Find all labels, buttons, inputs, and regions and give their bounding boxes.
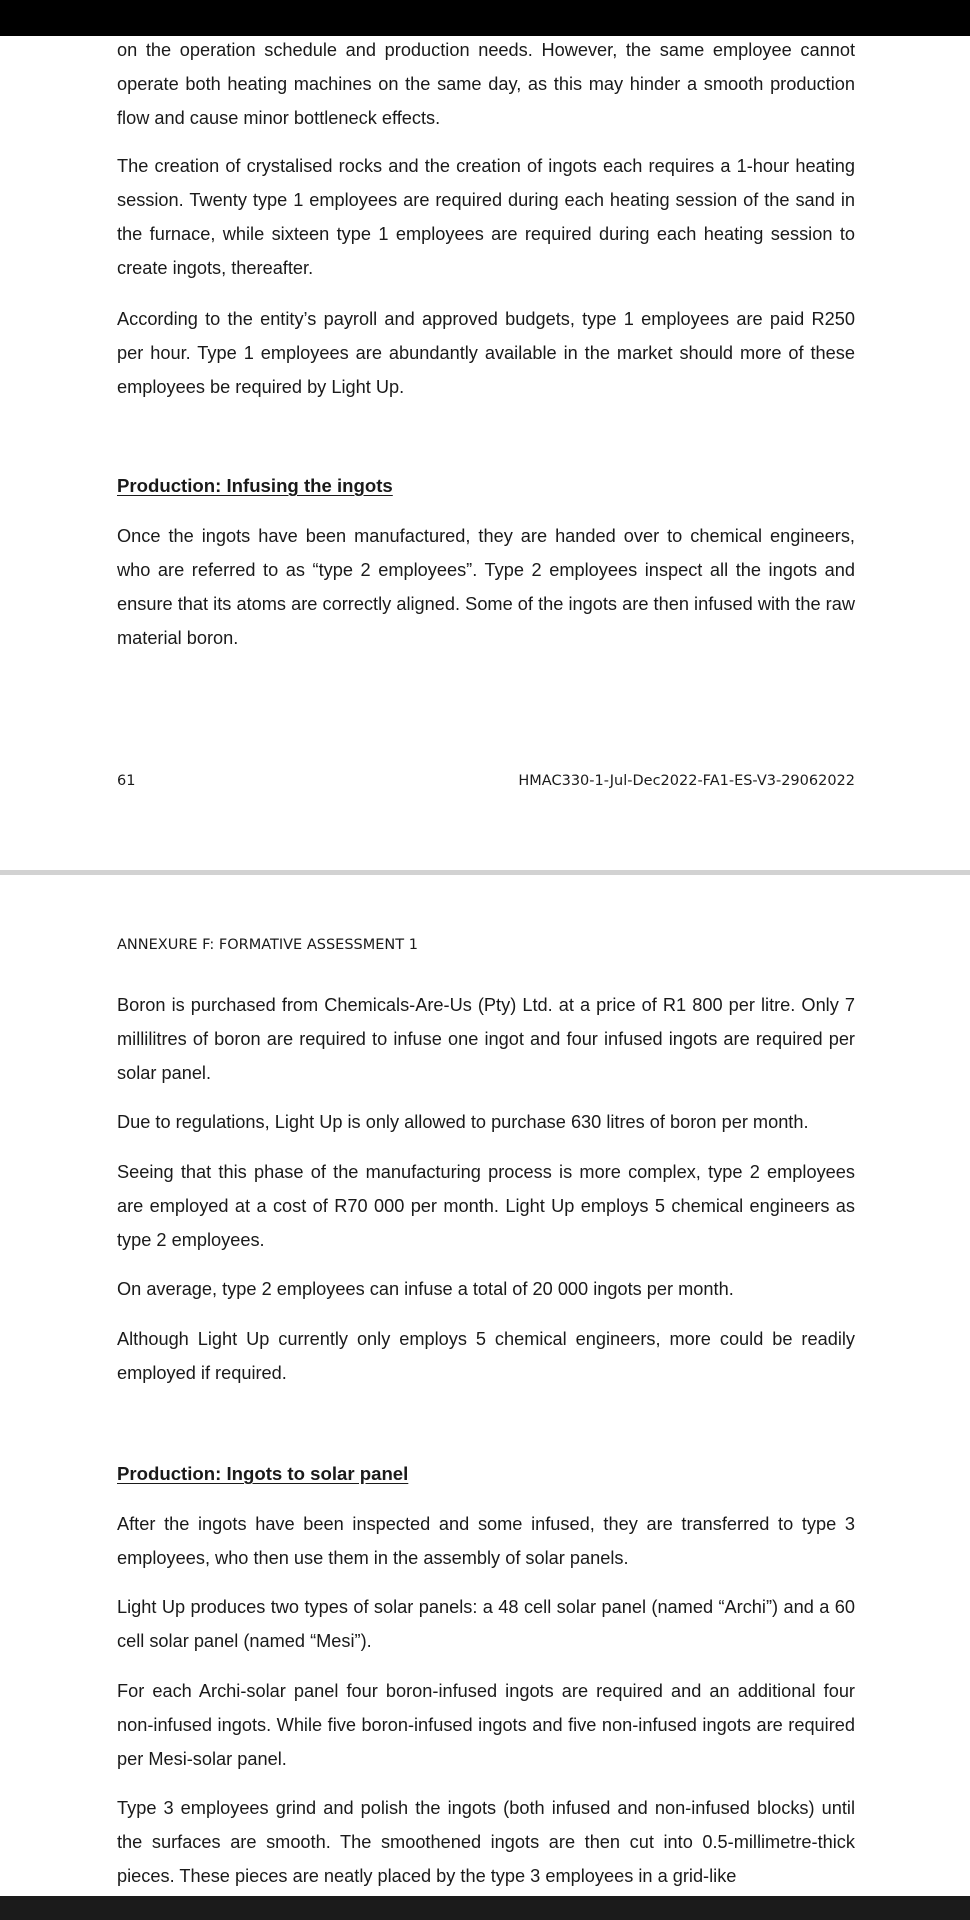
page-divider — [0, 870, 970, 875]
paragraph-grind-polish: Type 3 employees grind and polish the ingots (both infused and non-infused blocks) until the surfaces are smooth. The smoothened ingots are then cut into 0.5-millimetre-thick pieces. These pieces are neatly placed by the type 3 employees in a grid-like — [117, 1798, 855, 1886]
paragraph-boron-price: Boron is purchased from Chemicals-Are-Us (Pty) Ltd. at a price of R1 800 per litre. Only 7 millilitres of boron are required to infuse one ingot and four infused ingots are required per solar panel. — [117, 995, 855, 1083]
heading-infusing-ingots: Production: Infusing the ingots — [117, 475, 393, 496]
top-status-bar — [0, 0, 970, 36]
bottom-navigation-bar — [0, 1896, 970, 1920]
paragraph-operation-schedule: on the operation schedule and production needs. However, the same employee cannot operate both heating machines on the same day, as this may hinder a smooth production flow and cause minor bottleneck effects. — [117, 40, 855, 128]
paragraph-payroll: According to the entity’s payroll and approved budgets, type 1 employees are paid R250 per hour. Type 1 employees are abundantly available in the market should more of these employees be required by Light Up. — [117, 309, 855, 397]
page-number: 61 — [117, 773, 136, 789]
paragraph-panel-types: Light Up produces two types of solar panels: a 48 cell solar panel (named “Archi”) and a 60 cell solar panel (named “Mesi”). — [117, 1597, 855, 1651]
paragraph-infusing-ingots: Once the ingots have been manufactured, they are handed over to chemical engineers, who are referred to as “type 2 employees”. Type 2 employees inspect all the ingots and ensure that its atoms are correctly aligned. Some of the ingots are then infused with the raw material boron. — [117, 526, 855, 648]
heading-ingots-to-solar-panel: Production: Ingots to solar panel — [117, 1463, 409, 1484]
document-code: HMAC330-1-Jul-Dec2022-FA1-ES-V3-29062022 — [518, 773, 855, 789]
paragraph-ingots-per-panel: For each Archi-solar panel four boron-infused ingots are required and an additional four non-infused ingots. While five boron-infused ingots and five non-infused ingots are required per Mesi-solar panel. — [117, 1681, 855, 1769]
paragraph-type2-cost: Seeing that this phase of the manufacturing process is more complex, type 2 employees are employed at a cost of R70 000 per month. Light Up employs 5 chemical engineers as type 2 employees. — [117, 1162, 855, 1250]
paragraph-transfer-type3: After the ingots have been inspected and some infused, they are transferred to type 3 employees, who then use them in the assembly of solar panels. — [117, 1514, 855, 1568]
paragraph-type2-capacity: On average, type 2 employees can infuse a total of 20 000 ingots per month. — [117, 1279, 734, 1299]
annexure-header: ANNEXURE F: FORMATIVE ASSESSMENT 1 — [117, 937, 418, 953]
paragraph-boron-regulation: Due to regulations, Light Up is only allowed to purchase 630 litres of boron per month. — [117, 1112, 809, 1132]
paragraph-more-engineers: Although Light Up currently only employs 5 chemical engineers, more could be readily employed if required. — [117, 1329, 855, 1383]
paragraph-heating-sessions: The creation of crystalised rocks and the creation of ingots each requires a 1-hour heating session. Twenty type 1 employees are required during each heating session of the sand in the furnace, while sixteen type 1 employees are required during each heating session to create ingots, thereafter. — [117, 156, 855, 278]
